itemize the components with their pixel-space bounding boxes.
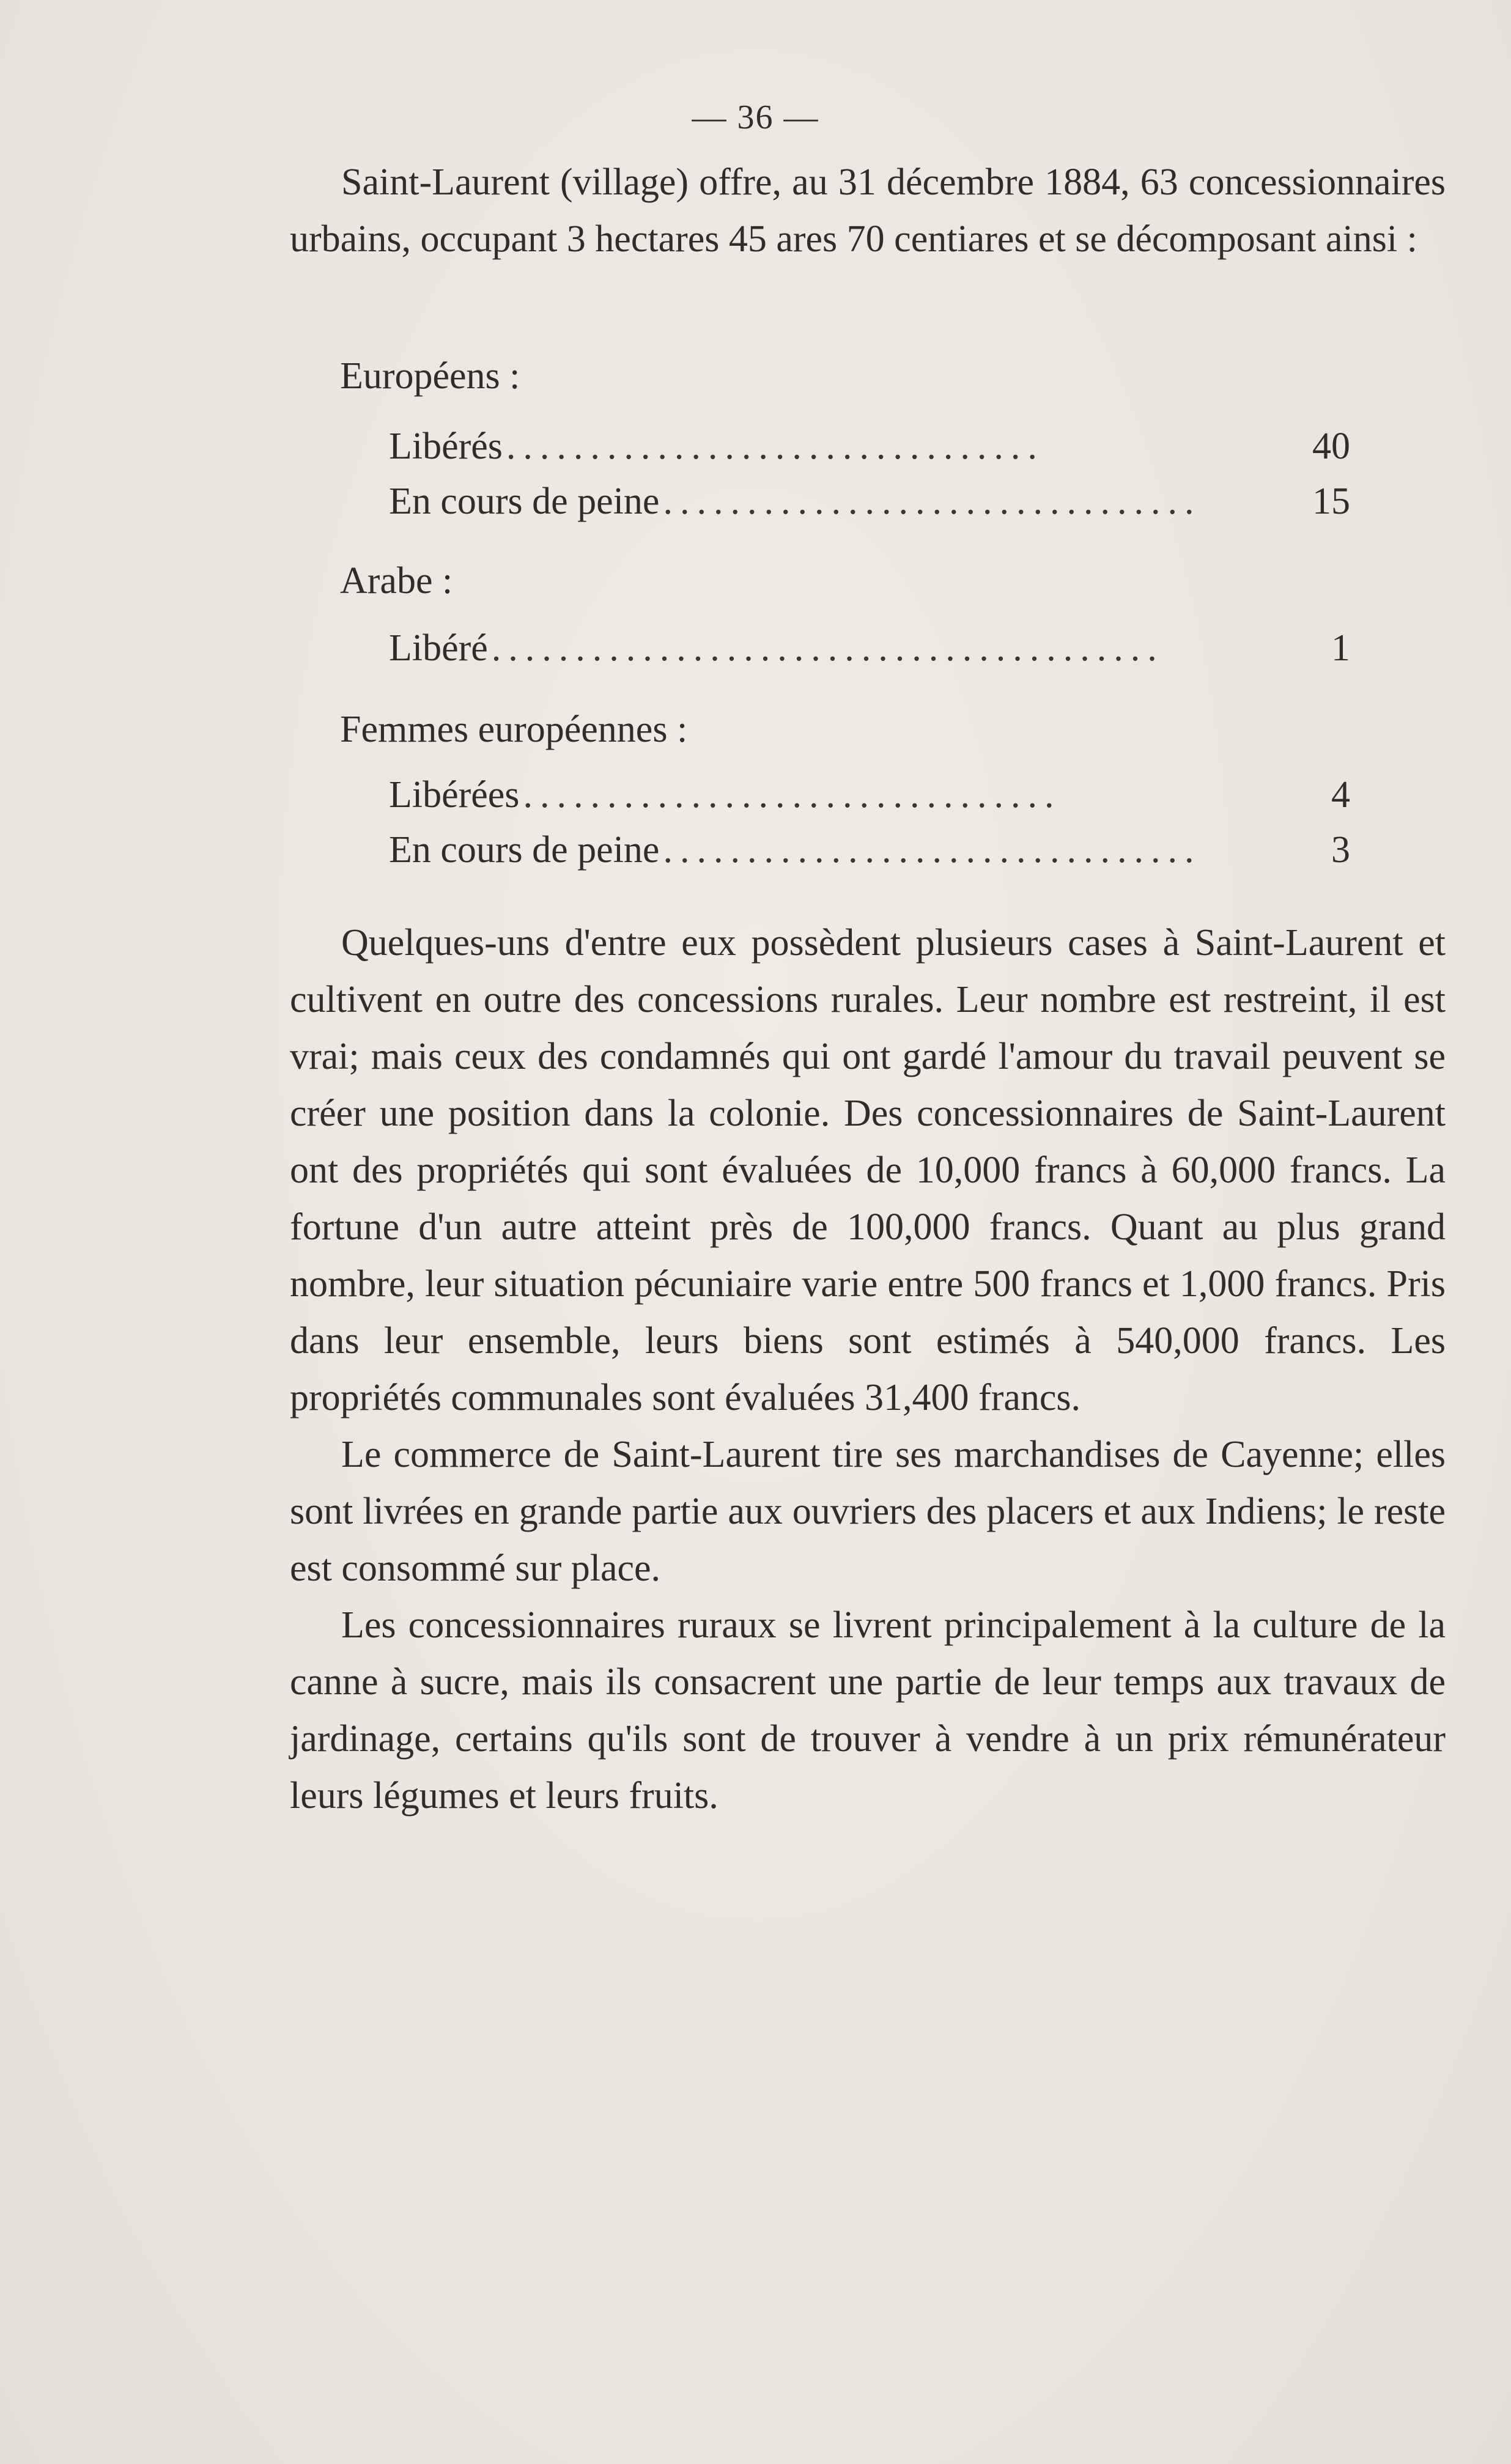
paragraph: Les concessionnaires ruraux se livrent principalement à la culture de la canne à sucre, mais ils consacrent une partie de leur temps aux travaux de jardinage, certains qu'ils sont de trouver à vendre à un prix rémunérateur leurs légumes et leurs fruits. (290, 1604, 1446, 1817)
entry-liberees (389, 770, 1350, 819)
entry-label: Libérés (389, 426, 503, 467)
entry-value: 4 (1331, 774, 1350, 816)
body-text (290, 915, 1446, 1824)
dot-leader: ........................................ (491, 627, 1164, 669)
dot-leader: ................................ (523, 774, 1062, 816)
group-heading-arabe: Arabe : (340, 560, 453, 602)
entry-label: Libérées (389, 774, 520, 816)
page-number: — 36 — (692, 98, 819, 136)
entry-label: En cours de peine (389, 481, 660, 522)
entry-en-cours-de-peine (389, 477, 1350, 526)
dot-leader: ................................ (506, 426, 1044, 467)
entry-liberes (389, 422, 1350, 471)
entry-label: En cours de peine (389, 829, 660, 871)
dot-leader: ................................ (663, 829, 1202, 871)
entry-en-cours-de-peine-femmes (389, 825, 1350, 874)
dot-leader: ................................ (663, 481, 1202, 522)
intro-paragraph (290, 154, 1446, 268)
entry-value: 1 (1331, 627, 1350, 669)
group-heading-femmes-europeennes: Femmes européennes : (340, 709, 688, 750)
paragraph: Quelques-uns d'entre eux possèdent plusieurs cases à Saint-Laurent et cultivent en outre des concessions rurales. Leur nombre est restreint, il est vrai; mais ceux des condamnés qui ont gardé l'amour du travail peuvent se créer une position dans la colonie. Des concessionnaires de Saint-Laurent ont des propriétés qui sont évaluées de 10,000 francs à 60,000 francs. La fortune d'un autre atteint près de 100,000 francs. Quant au plus grand nombre, leur situation pécuniaire varie entre 500 francs et 1,000 francs. Pris dans leur ensemble, leurs biens sont estimés à 540,000 francs. Les propriétés communales sont évaluées 31,400 francs. (290, 922, 1446, 1418)
entry-libere (389, 624, 1350, 673)
entry-value: 15 (1312, 481, 1350, 522)
entry-value: 40 (1312, 426, 1350, 467)
entry-label: Libéré (389, 627, 488, 669)
paragraph: Le commerce de Saint-Laurent tire ses marchandises de Cayenne; elles sont livrées en grande partie aux ouvriers des placers et aux Indiens; le reste est consommé sur place. (290, 1434, 1446, 1589)
entry-value: 3 (1331, 829, 1350, 871)
group-heading-europeens: Européens : (340, 355, 520, 397)
intro-text: Saint-Laurent (village) offre, au 31 décembre 1884, 63 concessionnaires urbains, occupant 3 hectares 45 ares 70 centiares et se décomposant ainsi : (290, 161, 1446, 260)
